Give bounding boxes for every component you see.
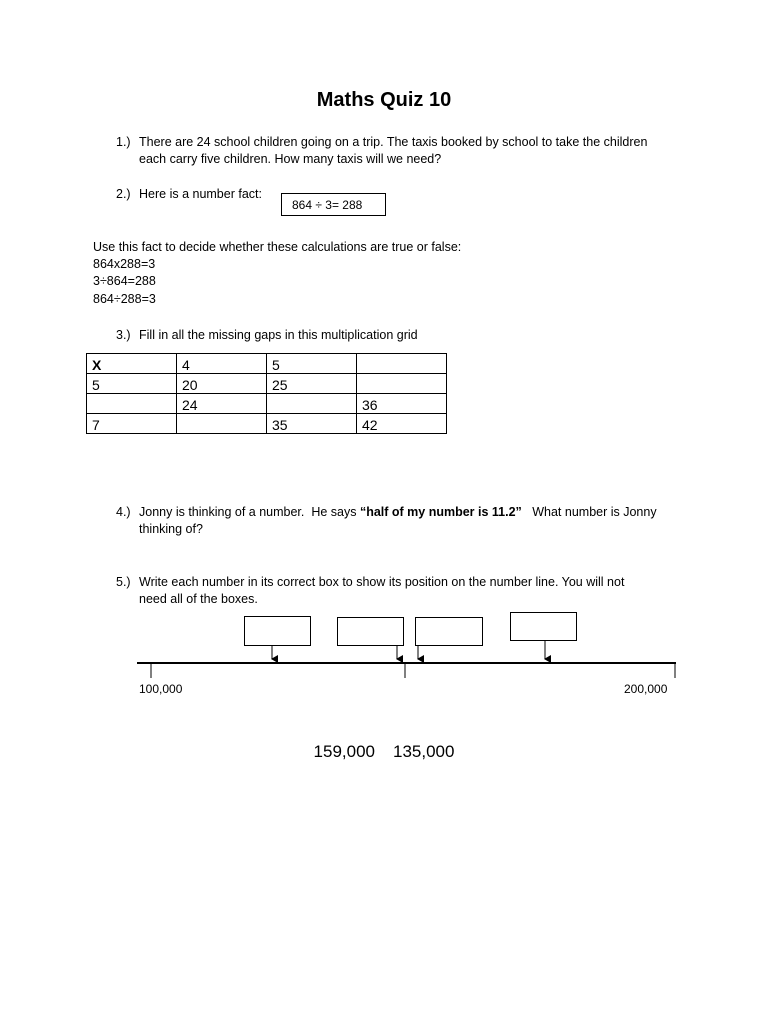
question-text: Here is a number fact:: [139, 187, 262, 201]
grid-row: [87, 394, 447, 414]
calculation-3: 864÷288=3: [93, 292, 156, 306]
number-line-end-label: 200,000: [624, 682, 668, 696]
grid-cell[interactable]: X: [87, 354, 177, 374]
grid-cell[interactable]: [357, 354, 447, 374]
grid-row: [87, 354, 447, 374]
number-line-start-label: 100,000: [139, 682, 183, 696]
calculation-1: 864x288=3: [93, 257, 156, 271]
grid-cell[interactable]: 42: [357, 414, 447, 434]
page-title: Maths Quiz 10: [316, 89, 452, 111]
question-text-part: thinking of?: [139, 522, 203, 536]
question-text: There are 24 school children going on a trip. The taxis booked by school to take the children each carry five children. How many taxis will we need?: [139, 135, 648, 166]
question-3: [116, 327, 516, 345]
instruction-text: Use this fact to decide whether these calculations are true or false:: [93, 240, 462, 254]
number-line: [0, 600, 768, 680]
calculation-2: 3÷864=288: [93, 274, 156, 288]
grid-cell[interactable]: 7: [87, 414, 177, 434]
multiplication-grid: [86, 353, 447, 434]
grid-row: [87, 414, 447, 434]
question-text-part: What number is Jonny: [521, 505, 657, 519]
grid-cell[interactable]: [357, 374, 447, 394]
grid-row: [87, 374, 447, 394]
question-number: 4.): [116, 505, 131, 519]
question-number: 5.): [116, 575, 131, 589]
grid-cell[interactable]: [177, 414, 267, 434]
number-to-place[interactable]: 135,000: [393, 742, 455, 761]
grid-cell[interactable]: [87, 394, 177, 414]
grid-cell[interactable]: 25: [267, 374, 357, 394]
question-1: [116, 134, 696, 170]
grid-cell[interactable]: 24: [177, 394, 267, 414]
answer-box[interactable]: [338, 618, 404, 646]
answer-box[interactable]: [245, 617, 311, 646]
grid-cell[interactable]: 36: [357, 394, 447, 414]
number-to-place[interactable]: 159,000: [313, 742, 375, 761]
answer-box[interactable]: [511, 613, 577, 641]
numbers-to-place: [0, 742, 768, 762]
question-number: 1.): [116, 135, 131, 149]
question-number: 2.): [116, 187, 131, 201]
question-text: Fill in all the missing gaps in this multiplication grid: [139, 328, 418, 342]
question-number: 3.): [116, 328, 131, 342]
grid-cell[interactable]: 35: [267, 414, 357, 434]
question-text: Write each number in its correct box to show its position on the number line. You will not need all of the boxes.: [139, 575, 625, 606]
grid-cell[interactable]: 4: [177, 354, 267, 374]
quoted-statement: “half of my number is 11.2”: [359, 505, 522, 519]
grid-cell[interactable]: 5: [267, 354, 357, 374]
question-4: [116, 504, 696, 540]
answer-box[interactable]: [416, 618, 483, 646]
grid-cell[interactable]: 20: [177, 374, 267, 394]
question-text: [139, 504, 657, 538]
number-fact-box: 864 ÷ 3= 288: [281, 193, 386, 216]
grid-cell[interactable]: [267, 394, 357, 414]
grid-cell[interactable]: 5: [87, 374, 177, 394]
question-text-part: Jonny is thinking of a number. He says: [139, 505, 360, 519]
